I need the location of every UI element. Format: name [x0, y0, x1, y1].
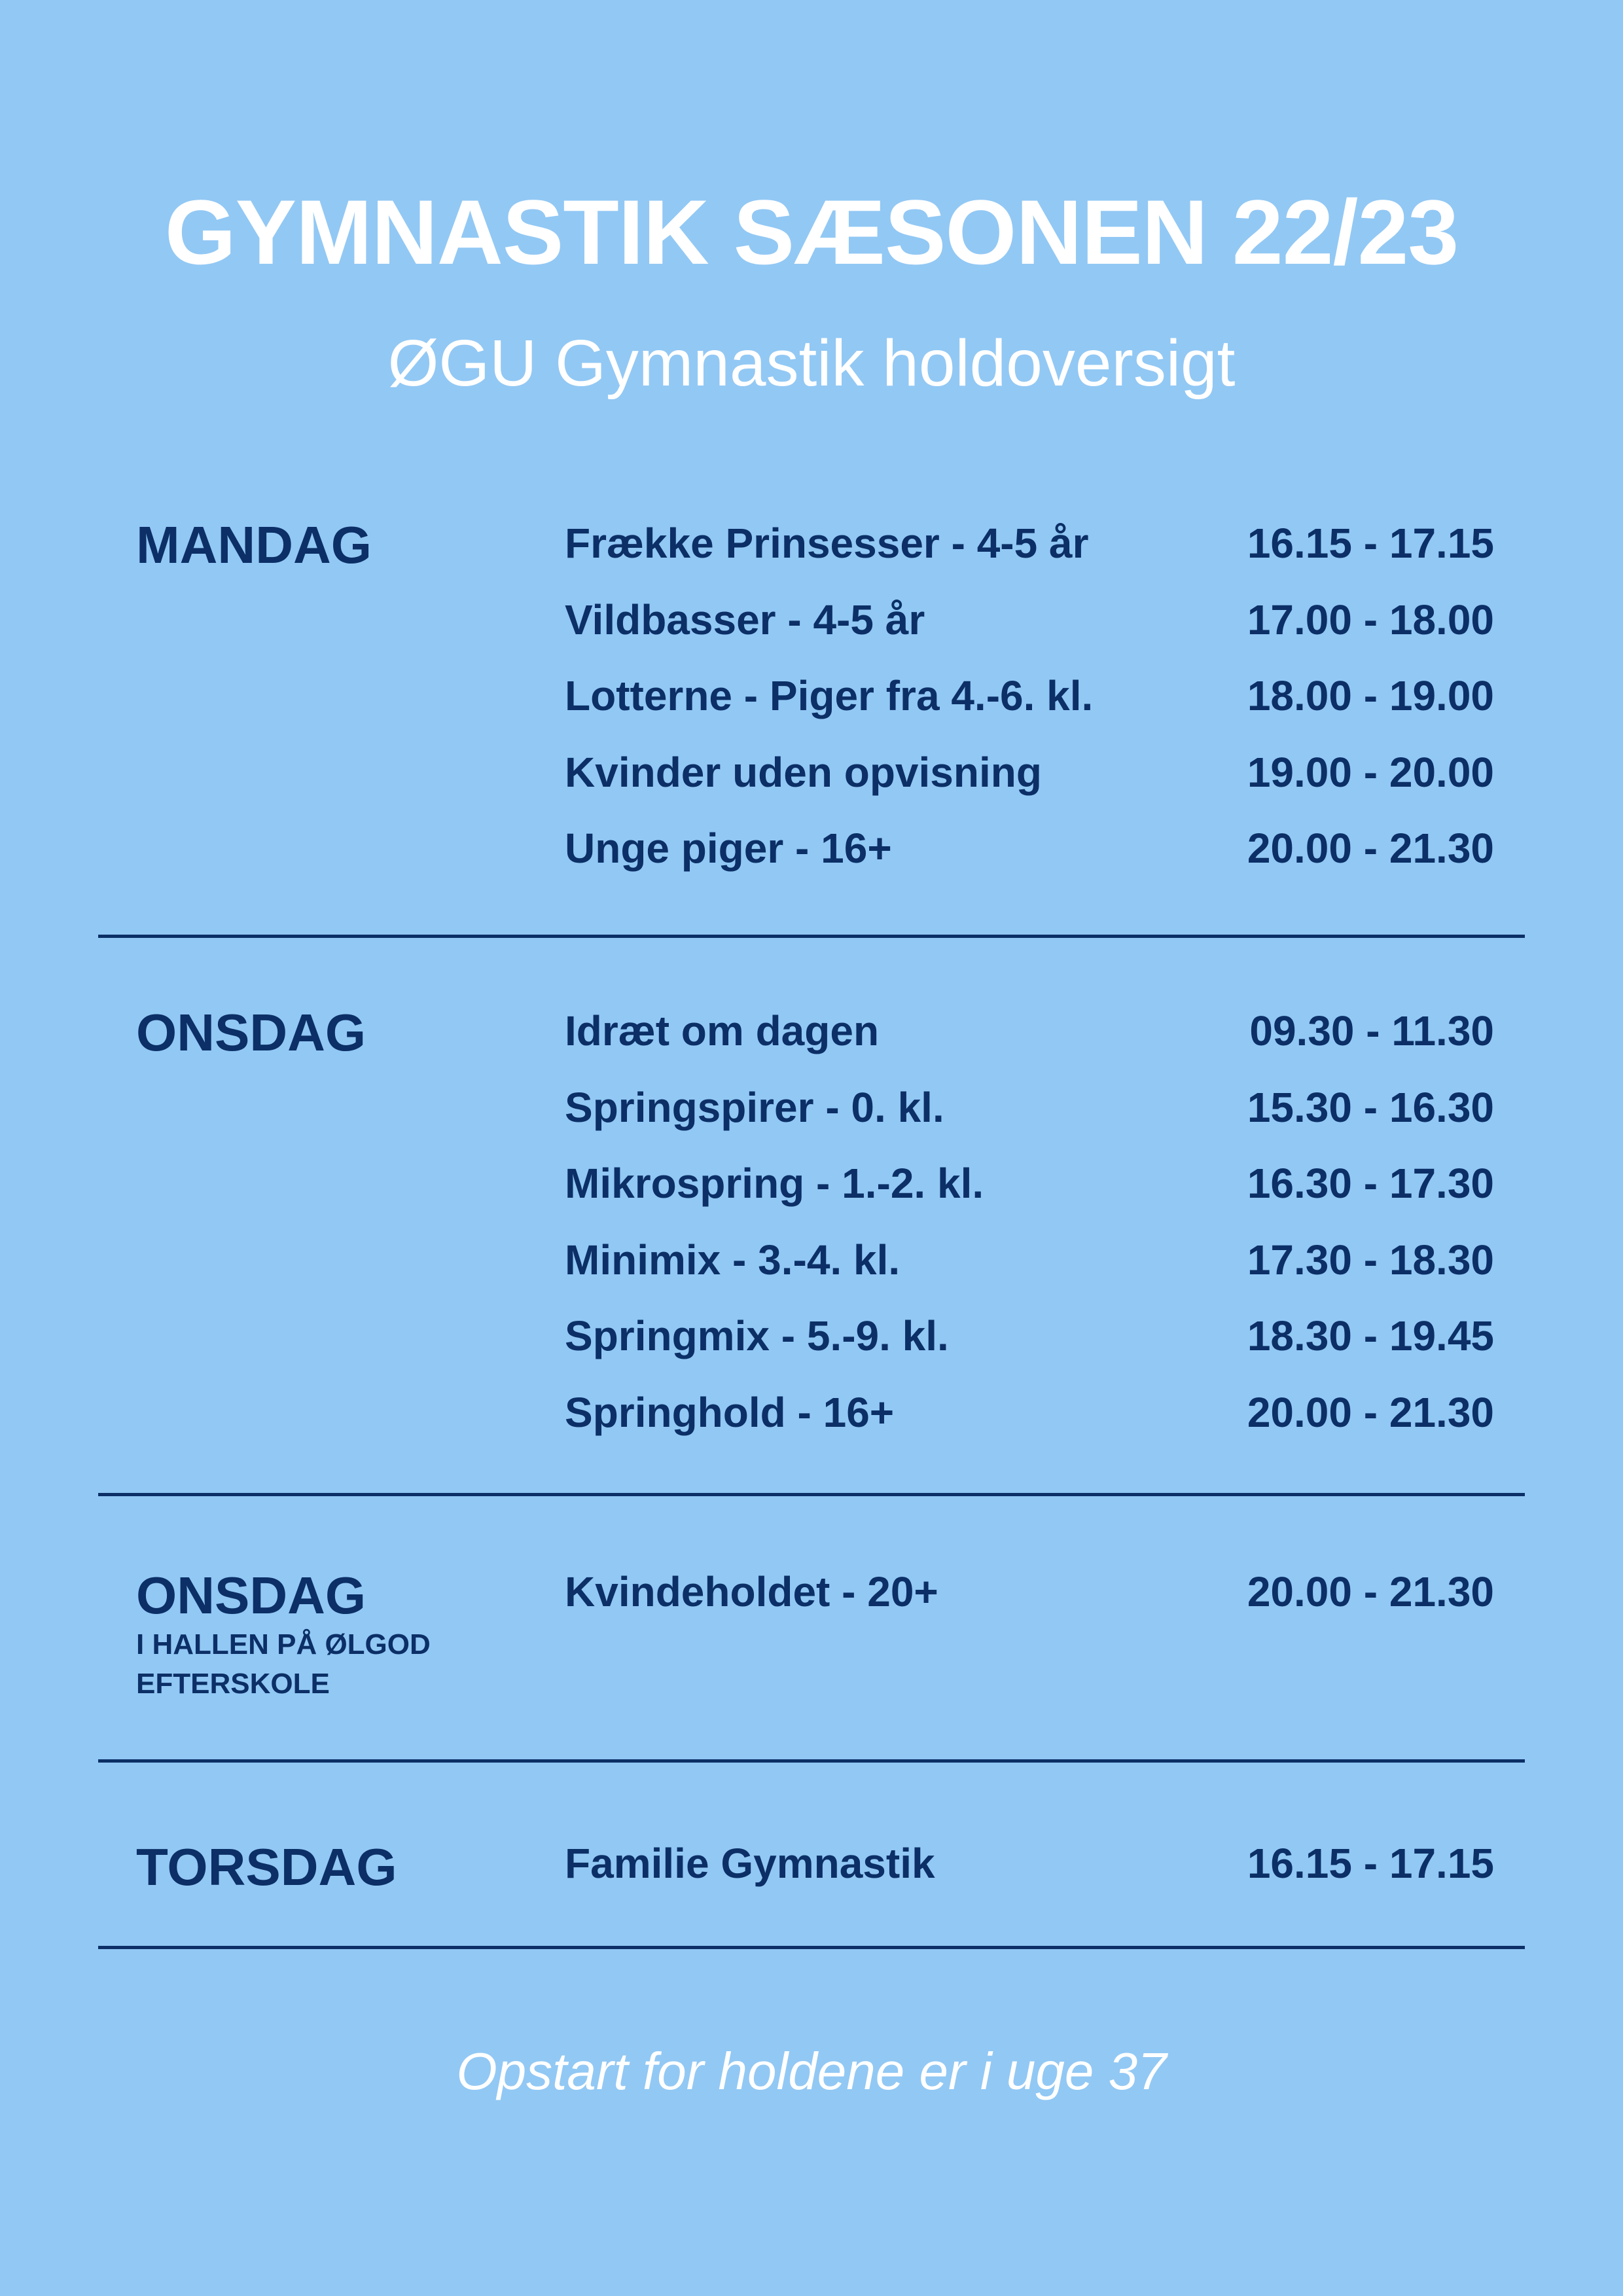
divider: [98, 935, 1525, 938]
class-row: [565, 819, 1494, 878]
class-name: Frække Prinsesser - 4-5 år: [565, 520, 1089, 567]
class-row: [565, 1230, 1494, 1289]
class-row: [565, 1306, 1494, 1365]
class-row: [565, 1834, 1494, 1893]
class-name: Springmix - 5.-9. kl.: [565, 1312, 949, 1359]
class-row: [565, 1001, 1494, 1060]
class-time: 16.15 - 17.15: [1247, 1840, 1494, 1887]
class-time: 20.00 - 21.30: [1247, 1568, 1494, 1615]
class-time: 20.00 - 21.30: [1247, 1389, 1494, 1436]
class-time: 18.00 - 19.00: [1247, 672, 1494, 719]
class-name: Springhold - 16+: [565, 1389, 895, 1436]
class-name: Vildbasser - 4-5 år: [565, 596, 925, 643]
divider: [98, 1759, 1525, 1763]
day-label-mandag: MANDAG: [136, 516, 372, 574]
class-time: 20.00 - 21.30: [1247, 825, 1494, 872]
class-row: [565, 514, 1494, 573]
class-time: 17.30 - 18.30: [1247, 1236, 1494, 1283]
class-name: Kvinder uden opvisning: [565, 749, 1042, 796]
class-name: Lotterne - Piger fra 4.-6. kl.: [565, 672, 1094, 719]
class-name: Mikrospring - 1.-2. kl.: [565, 1160, 984, 1207]
page-subtitle: ØGU Gymnastik holdoversigt: [387, 327, 1236, 400]
divider: [98, 1946, 1525, 1949]
class-name: Idræt om dagen: [565, 1007, 880, 1054]
class-time: 19.00 - 20.00: [1247, 749, 1494, 796]
class-row: [565, 1383, 1494, 1442]
class-name: Kvindeholdet - 20+: [565, 1568, 938, 1615]
class-time: 16.15 - 17.15: [1247, 520, 1494, 567]
location-note: EFTERSKOLE: [136, 1668, 330, 1700]
class-row: [565, 666, 1494, 725]
class-row: [565, 743, 1494, 802]
day-label-onsdag-hallen: ONSDAG: [136, 1566, 366, 1624]
class-name: Minimix - 3.-4. kl.: [565, 1236, 901, 1283]
class-row: [565, 1562, 1494, 1621]
class-time: 15.30 - 16.30: [1247, 1084, 1494, 1131]
class-time: 16.30 - 17.30: [1247, 1160, 1494, 1207]
page-title: GYMNASTIK SÆSONEN 22/23: [164, 181, 1459, 283]
class-row: [565, 590, 1494, 649]
divider: [98, 1493, 1525, 1496]
day-label-onsdag: ONSDAG: [136, 1003, 366, 1062]
class-name: Springspirer - 0. kl.: [565, 1084, 944, 1131]
location-note: I HALLEN PÅ ØLGOD: [136, 1628, 431, 1660]
class-row: [565, 1078, 1494, 1137]
footer-note: Opstart for holdene er i uge 37: [456, 2042, 1167, 2100]
class-name: Unge piger - 16+: [565, 825, 892, 872]
class-row: [565, 1154, 1494, 1213]
class-time: 18.30 - 19.45: [1247, 1312, 1494, 1359]
class-name: Familie Gymnastik: [565, 1840, 935, 1887]
day-label-torsdag: TORSDAG: [136, 1838, 397, 1896]
class-time: 17.00 - 18.00: [1247, 596, 1494, 643]
class-time: 09.30 - 11.30: [1249, 1007, 1494, 1054]
